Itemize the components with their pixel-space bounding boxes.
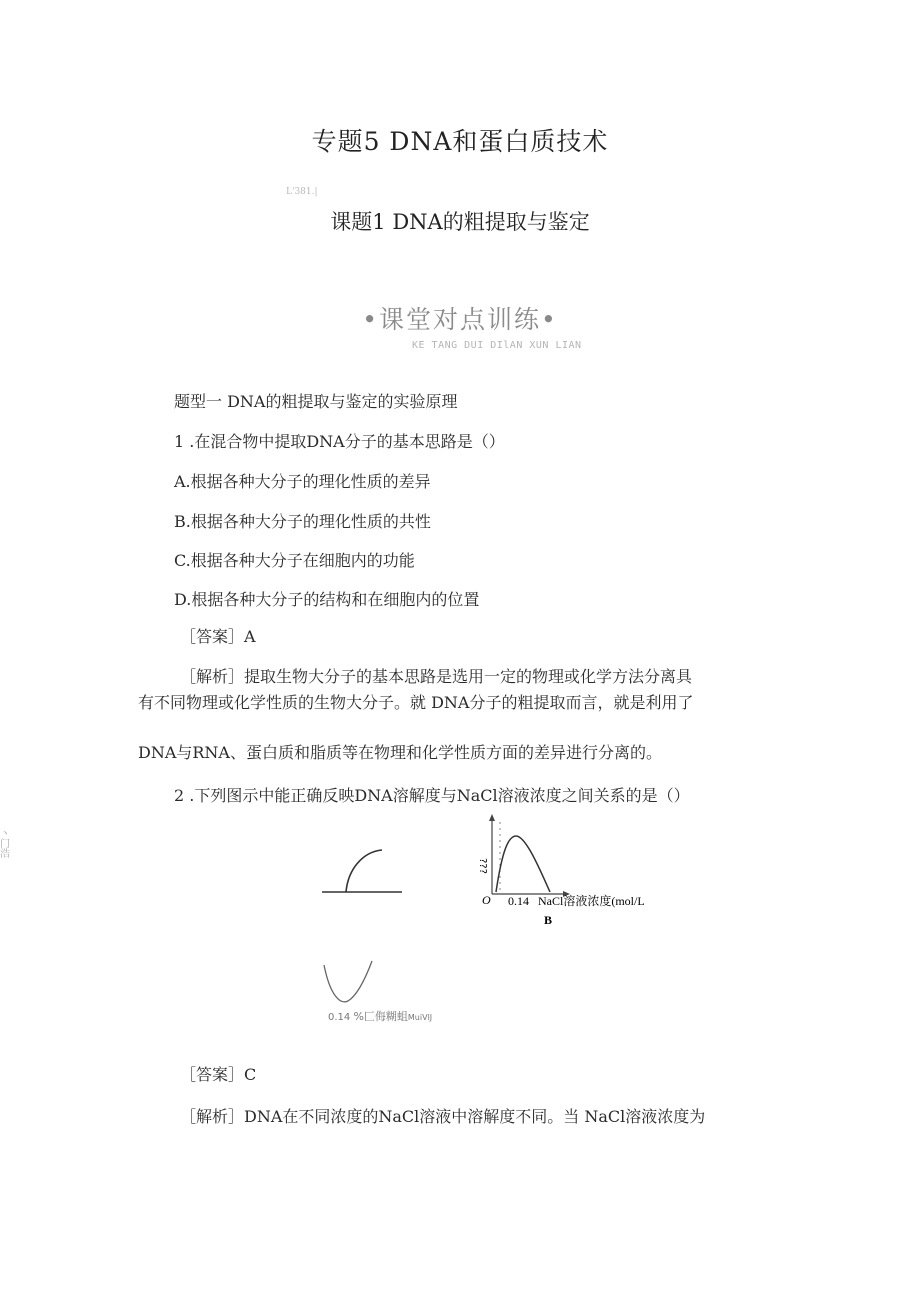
figure-b-label: B: [544, 913, 553, 927]
figure-c-caption-text: %匚侮糊蛆: [353, 1010, 408, 1023]
margin-mark: 丶门浩: [0, 829, 10, 860]
q1-analysis-line-1: ［解析］提取生物大分子的基本思路是选用一定的物理或化学方法分离具: [180, 667, 693, 686]
banner-pinyin: KE TANG DUI DIlAN XUN LIAN: [412, 340, 582, 351]
q2-answer: ［答案］C: [180, 1065, 257, 1084]
figure-c-caption-tail: MuiVlJ: [407, 1013, 433, 1022]
small-mark: L'381.|: [286, 187, 318, 197]
figure-b-y-arrow: [489, 814, 495, 821]
q1-stem: 1 .在混合物中提取DNA分子的基本思路是（）: [174, 432, 505, 451]
section-heading: 题型一 DNA的粗提取与鉴定的实验原理: [174, 392, 458, 411]
figure-c-curve: [324, 961, 372, 1002]
figure-b-ylabel: ???: [477, 858, 488, 874]
q1-option-c: C.根据各种大分子在细胞内的功能: [174, 551, 415, 570]
q1-analysis-line-3: DNA与RNA、蛋白质和脂质等在物理和化学性质方面的差异进行分离的。: [138, 743, 662, 762]
figure-b: [474, 812, 654, 932]
figure-b-tick: 0.14: [508, 894, 529, 908]
figure-a: [318, 840, 408, 900]
figure-c-caption: [328, 1008, 432, 1024]
q1-answer: ［答案］A: [180, 627, 256, 646]
q2-stem: 2 .下列图示中能正确反映DNA溶解度与NaCl溶液浓度之间关系的是（）: [174, 786, 690, 805]
figure-c: [318, 955, 378, 1010]
q1-analysis-line-2: 有不同物理或化学性质的生物大分子。就 DNA分子的粗提取而言，就是利用了: [138, 693, 694, 712]
figure-c-tick: 0.14: [328, 1012, 351, 1023]
section-banner: •课堂对点训练•: [362, 305, 558, 334]
page-title: 专题5 DNA和蛋白质技术: [311, 127, 609, 156]
q1-option-b: B.根据各种大分子的理化性质的共性: [174, 512, 431, 531]
figure-b-curve: [496, 836, 550, 892]
lesson-subtitle: 课题1 DNA的粗提取与鉴定: [330, 210, 590, 234]
figure-b-origin: O: [482, 893, 491, 907]
figure-a-curve: [346, 850, 382, 892]
q1-option-d: D.根据各种大分子的结构和在细胞内的位置: [174, 590, 480, 609]
q1-option-a: A.根据各种大分子的理化性质的差异: [174, 472, 431, 491]
q2-analysis: ［解析］DNA在不同浓度的NaCl溶液中溶解度不同。当 NaCl溶液浓度为: [180, 1107, 706, 1126]
figure-b-xlabel: NaCl溶液浓度(mol/L: [538, 894, 645, 908]
